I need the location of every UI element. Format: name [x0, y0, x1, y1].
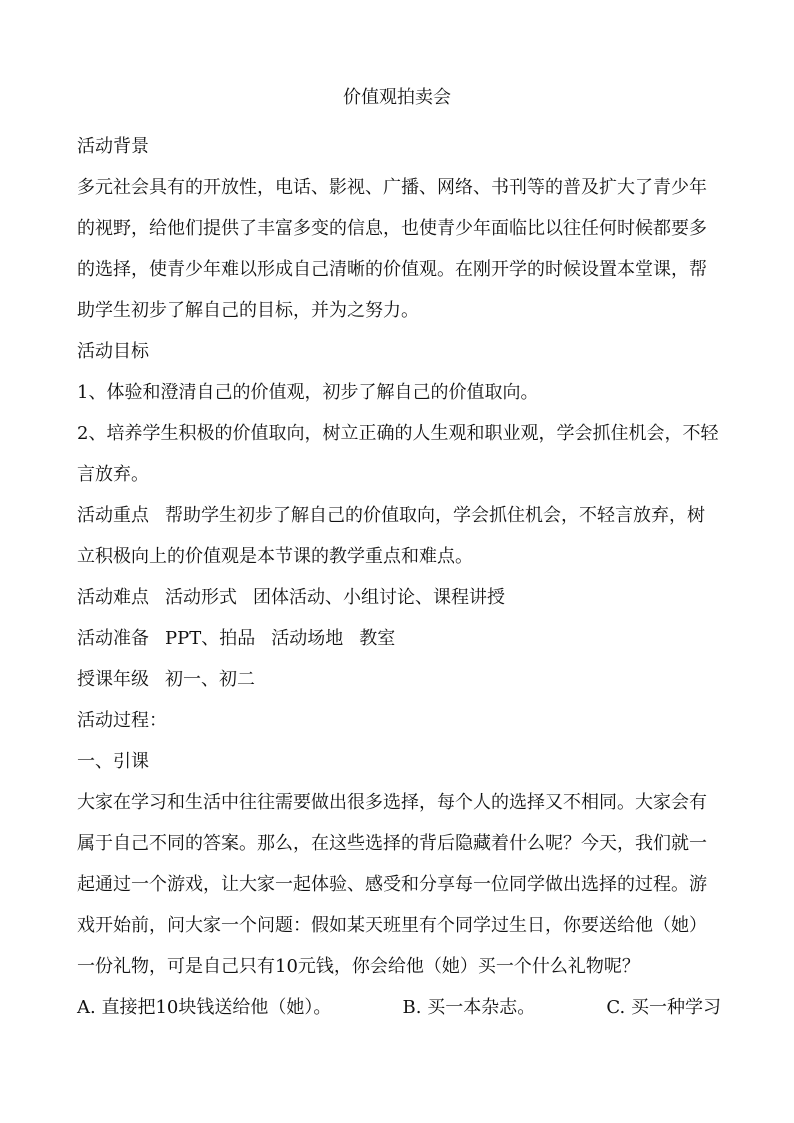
process-paragraph: 大家在学习和生活中往往需要做出很多选择，每个人的选择又不相同。大家会有属于自己不同的答案。那么，在这些选择的背后隐藏着什么呢？今天，我们就一起通过一个游戏，让大家一起体验、感受和分享每一位同学做出选择的过程。游戏开始前，问大家一个问题：假如某天班里有个同学过生日，你要送给他（她）一份礼物，可是自己只有10元钱，你会给他（她）买一个什么礼物呢？ [77, 792, 707, 977]
grade-line [77, 659, 721, 700]
key-point-line [77, 495, 721, 577]
preparation-label: 活动准备 [77, 628, 149, 649]
grade-label: 授课年级 [77, 669, 149, 690]
venue-value: 教室 [359, 628, 396, 649]
document-title: 价值观拍卖会 [343, 87, 451, 108]
options-line [77, 987, 721, 1028]
goal-item-1: 1、体验和澄清自己的价值观，初步了解自己的价值取向。 [77, 382, 539, 403]
option-b: B. 买一本杂志。 [402, 997, 536, 1018]
document-body [77, 126, 721, 1028]
option-c: C. 买一种学习 [606, 997, 721, 1018]
difficulty-line [77, 577, 721, 618]
preparation-value: PPT、拍品 [165, 628, 256, 649]
key-point-text: 帮助学生初步了解自己的价值取向，学会抓住机会，不轻言放弃，树立积极向上的价值观是本节课的教学重点和难点。 [77, 505, 705, 567]
form-value: 团体活动、小组讨论、课程讲授 [253, 587, 505, 608]
form-label: 活动形式 [165, 587, 237, 608]
grade-value: 初一、初二 [165, 669, 255, 690]
goal-item-2: 2、培养学生积极的价值取向，树立正确的人生观和职业观，学会抓住机会，不轻言放弃。 [77, 423, 719, 485]
venue-label: 活动场地 [271, 628, 344, 649]
process-heading: 活动过程： [77, 710, 167, 731]
background-heading: 活动背景 [77, 136, 149, 157]
section-1-heading: 一、引课 [77, 751, 149, 772]
option-a: A. 直接把10块钱送给他（她）。 [77, 997, 332, 1018]
goals-heading: 活动目标 [77, 341, 149, 362]
key-point-label: 活动重点 [77, 505, 149, 526]
background-paragraph: 多元社会具有的开放性，电话、影视、广播、网络、书刊等的普及扩大了青少年的视野，给他们提供了丰富多变的信息，也使青少年面临比以往任何时候都要多的选择，使青少年难以形成自己清晰的价值观。在刚开学的时候设置本堂课，帮助学生初步了解自己的目标，并为之努力。 [77, 177, 707, 321]
difficulty-label: 活动难点 [77, 587, 149, 608]
preparation-line [77, 618, 721, 659]
